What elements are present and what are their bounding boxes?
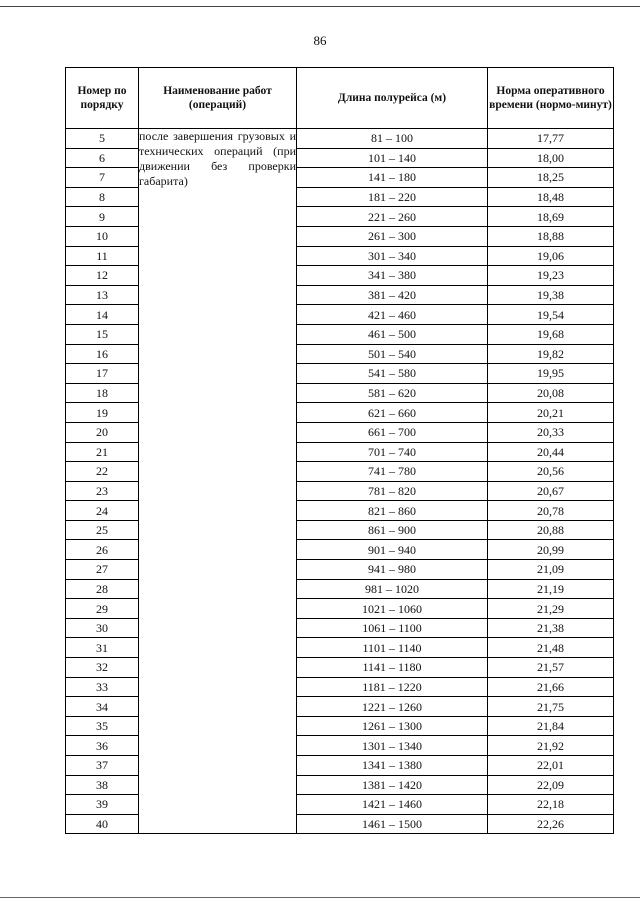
norm-time: 19,23 — [488, 266, 614, 286]
norm-time: 21,38 — [488, 618, 614, 638]
row-number: 39 — [66, 795, 139, 815]
norm-time: 18,48 — [488, 187, 614, 207]
length-range: 301 – 340 — [297, 246, 488, 266]
row-number: 15 — [66, 324, 139, 344]
length-range: 541 – 580 — [297, 364, 488, 384]
length-range: 1301 – 1340 — [297, 736, 488, 756]
norm-time: 19,38 — [488, 285, 614, 305]
norm-time: 22,18 — [488, 795, 614, 815]
length-range: 981 – 1020 — [297, 579, 488, 599]
row-number: 20 — [66, 422, 139, 442]
norm-time: 21,48 — [488, 638, 614, 658]
length-range: 221 – 260 — [297, 207, 488, 227]
norm-time: 20,88 — [488, 520, 614, 540]
length-range: 821 – 860 — [297, 501, 488, 521]
length-range: 261 – 300 — [297, 226, 488, 246]
norms-table — [65, 67, 614, 834]
row-number: 30 — [66, 618, 139, 638]
length-range: 1141 – 1180 — [297, 658, 488, 678]
row-number: 35 — [66, 716, 139, 736]
norm-time: 21,19 — [488, 579, 614, 599]
norm-time: 18,25 — [488, 168, 614, 188]
operation-description: после завершения грузовых и технических операций (при движении без проверки габарита) — [139, 129, 297, 834]
norm-time: 18,88 — [488, 226, 614, 246]
length-range: 701 – 740 — [297, 442, 488, 462]
length-range: 101 – 140 — [297, 148, 488, 168]
row-number: 28 — [66, 579, 139, 599]
row-number: 14 — [66, 305, 139, 325]
norm-time: 19,68 — [488, 324, 614, 344]
length-range: 181 – 220 — [297, 187, 488, 207]
length-range: 421 – 460 — [297, 305, 488, 325]
row-number: 17 — [66, 364, 139, 384]
header-num: Номер по порядку — [66, 68, 139, 129]
row-number: 40 — [66, 814, 139, 834]
length-range: 341 – 380 — [297, 266, 488, 286]
row-number: 27 — [66, 560, 139, 580]
length-range: 1021 – 1060 — [297, 599, 488, 619]
row-number: 7 — [66, 168, 139, 188]
row-number: 19 — [66, 403, 139, 423]
norm-time: 21,75 — [488, 697, 614, 717]
row-number: 13 — [66, 285, 139, 305]
row-number: 31 — [66, 638, 139, 658]
length-range: 461 – 500 — [297, 324, 488, 344]
row-number: 24 — [66, 501, 139, 521]
length-range: 1461 – 1500 — [297, 814, 488, 834]
header-norm: Норма оперативного времени (нормо-минут) — [488, 68, 614, 129]
norm-time: 22,01 — [488, 756, 614, 776]
norm-time: 19,95 — [488, 364, 614, 384]
row-number: 25 — [66, 520, 139, 540]
norm-time: 19,06 — [488, 246, 614, 266]
length-range: 1421 – 1460 — [297, 795, 488, 815]
norm-time: 20,44 — [488, 442, 614, 462]
bottom-border-line — [0, 897, 640, 898]
row-number: 32 — [66, 658, 139, 678]
page-number: 86 — [313, 33, 327, 48]
norm-time: 21,09 — [488, 560, 614, 580]
length-range: 1101 – 1140 — [297, 638, 488, 658]
norm-time: 19,82 — [488, 344, 614, 364]
norm-time: 20,56 — [488, 462, 614, 482]
length-range: 901 – 940 — [297, 540, 488, 560]
header-length: Длина полурейса (м) — [297, 68, 488, 129]
norm-time: 20,08 — [488, 383, 614, 403]
length-range: 1341 – 1380 — [297, 756, 488, 776]
row-number: 38 — [66, 775, 139, 795]
norm-time: 22,26 — [488, 814, 614, 834]
row-number: 10 — [66, 226, 139, 246]
row-number: 9 — [66, 207, 139, 227]
header-operation: Наименование работ (операций) — [139, 68, 297, 129]
table-body — [66, 129, 614, 834]
norm-time: 17,77 — [488, 129, 614, 149]
length-range: 141 – 180 — [297, 168, 488, 188]
length-range: 1181 – 1220 — [297, 677, 488, 697]
row-number: 33 — [66, 677, 139, 697]
length-range: 1221 – 1260 — [297, 697, 488, 717]
length-range: 781 – 820 — [297, 481, 488, 501]
row-number: 34 — [66, 697, 139, 717]
length-range: 581 – 620 — [297, 383, 488, 403]
row-number: 26 — [66, 540, 139, 560]
length-range: 661 – 700 — [297, 422, 488, 442]
table-header-row — [66, 68, 614, 129]
row-number: 21 — [66, 442, 139, 462]
norm-time: 20,33 — [488, 422, 614, 442]
norm-time: 20,99 — [488, 540, 614, 560]
norm-time: 21,66 — [488, 677, 614, 697]
length-range: 621 – 660 — [297, 403, 488, 423]
length-range: 861 – 900 — [297, 520, 488, 540]
length-range: 941 – 980 — [297, 560, 488, 580]
row-number: 5 — [66, 129, 139, 149]
length-range: 81 – 100 — [297, 129, 488, 149]
row-number: 11 — [66, 246, 139, 266]
length-range: 1261 – 1300 — [297, 716, 488, 736]
row-number: 36 — [66, 736, 139, 756]
row-number: 12 — [66, 266, 139, 286]
length-range: 1381 – 1420 — [297, 775, 488, 795]
row-number: 22 — [66, 462, 139, 482]
length-range: 1061 – 1100 — [297, 618, 488, 638]
length-range: 741 – 780 — [297, 462, 488, 482]
norm-time: 20,21 — [488, 403, 614, 423]
norm-time: 21,92 — [488, 736, 614, 756]
norm-time: 22,09 — [488, 775, 614, 795]
top-border-line — [0, 6, 640, 7]
row-number: 23 — [66, 481, 139, 501]
length-range: 381 – 420 — [297, 285, 488, 305]
norm-time: 18,00 — [488, 148, 614, 168]
row-number: 6 — [66, 148, 139, 168]
length-range: 501 – 540 — [297, 344, 488, 364]
norm-time: 19,54 — [488, 305, 614, 325]
norm-time: 18,69 — [488, 207, 614, 227]
norm-time: 21,29 — [488, 599, 614, 619]
row-number: 16 — [66, 344, 139, 364]
row-number: 8 — [66, 187, 139, 207]
norm-time: 21,84 — [488, 716, 614, 736]
row-number: 37 — [66, 756, 139, 776]
row-number: 18 — [66, 383, 139, 403]
norm-time: 20,78 — [488, 501, 614, 521]
norm-time: 20,67 — [488, 481, 614, 501]
table-row — [66, 129, 614, 149]
row-number: 29 — [66, 599, 139, 619]
norm-time: 21,57 — [488, 658, 614, 678]
